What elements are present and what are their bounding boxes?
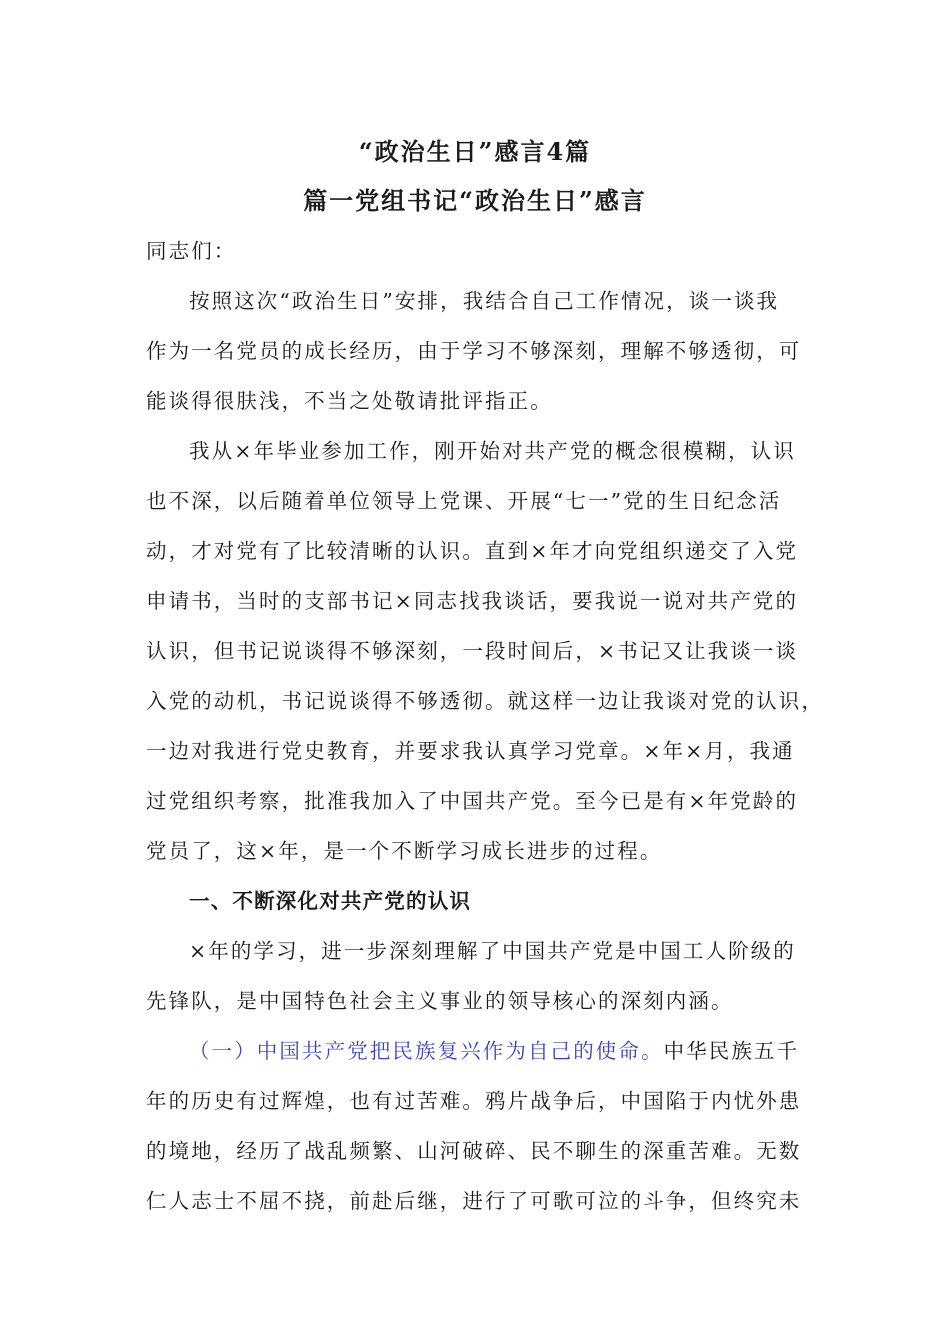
salutation: 同志们： (146, 239, 237, 263)
paragraph-line: 作为一名党员的成长经历，由于学习不够深刻，理解不够透彻，可 (146, 339, 802, 363)
paragraph-line: 仁人志士不屈不挠，前赴后继，进行了可歌可泣的斗争，但终究未 (146, 1189, 802, 1213)
section-heading: 一、不断深化对共产党的认识 (189, 889, 472, 913)
paragraph-line: 的境地，经历了战乱频繁、山河破碎、民不聊生的深重苦难。无数 (146, 1139, 802, 1163)
paragraph-line: 过党组织考察，批准我加入了中国共产党。至今已是有×年党龄的 (146, 789, 799, 813)
paragraph-line: 也不深，以后随着单位领导上党课、开展“七一”党的生日纪念活 (146, 489, 782, 513)
paragraph-line: 按照这次“政治生日”安排，我结合自己工作情况，谈一谈我 (189, 289, 780, 313)
paragraph-line: 入党的动机，书记说谈得不够透彻。就这样一边让我谈对党的认识， (146, 689, 824, 713)
paragraph-line: 认识，但书记说谈得不够深刻，一段时间后，×书记又让我谈一谈 (146, 639, 799, 663)
paragraph-line: 一边对我进行党史教育，并要求我认真学习党章。×年×月，我通 (146, 739, 795, 763)
paragraph-line: 党员了，这×年，是一个不断学习成长进步的过程。 (146, 839, 663, 863)
subsection-label: （一）中国共产党把民族复兴作为自己的使命。 (189, 1039, 664, 1063)
document-title: “政治生日”感言4篇 (358, 137, 592, 166)
paragraph-line: ×年的学习，进一步深刻理解了中国共产党是中国工人阶级的 (189, 939, 796, 963)
paragraph-line: 先锋队，是中国特色社会主义事业的领导核心的深刻内涵。 (146, 989, 734, 1013)
paragraph-line: 年的历史有过辉煌，也有过苦难。鸦片战争后，中国陷于内忧外患 (146, 1089, 802, 1113)
paragraph-line: 能谈得很肤浅，不当之处敬请批评指正。 (146, 389, 553, 413)
document-subtitle: 篇一党组书记“政治生日”感言 (303, 186, 647, 215)
paragraph-line: 动，才对党有了比较清晰的认识。直到×年才向党组织递交了入党 (146, 539, 799, 563)
subsection-text: 中华民族五千 (663, 1039, 800, 1063)
paragraph-line: 我从×年毕业参加工作，刚开始对共产党的概念很模糊，认识 (189, 439, 796, 463)
subsection-line (189, 1036, 799, 1066)
paragraph-line: 申请书，当时的支部书记×同志找我谈话，要我说一说对共产党的 (146, 589, 799, 613)
